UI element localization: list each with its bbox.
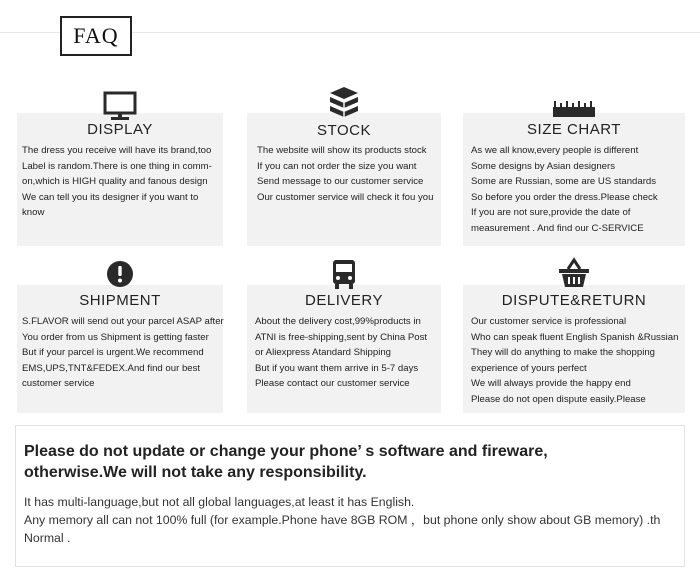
faq-card-display: [17, 113, 223, 246]
card-title: DISPLAY: [87, 121, 153, 138]
card-title: SIZE CHART: [527, 121, 621, 138]
faq-card-size-chart: [463, 113, 685, 246]
notice-box: [15, 425, 685, 567]
card-title: STOCK: [317, 122, 371, 139]
faq-card-dispute-return: [463, 285, 685, 413]
notice-text: It has multi-language,but not all global languages,at least it has English. Any memory all can not 100% full (for example.Phone have 8GB ROM ，but phone only show about GB memory) .th Normal .: [24, 495, 661, 545]
card-body: About the delivery cost,99%products in ATNI is free-shipping,sent by China Post or Aliexpress Atandard Shipping But if you want them arrive in 5-7 days Please contact our customer service: [255, 316, 428, 389]
ruler-icon: [463, 100, 685, 118]
faq-card-delivery: [247, 285, 441, 413]
card-title: SHIPMENT: [79, 292, 161, 309]
card-body: The website will show its products stock If you can not order the size you want Send message to our customer service Our customer service will check it fou you: [257, 145, 434, 203]
card-body: As we all know,every people is different Some designs by Asian designers Some are Russian, some are US standards So before you order the dress.Please check If you are not sure,provide the date of measurement . And find our C-SERVICE: [471, 145, 658, 234]
faq-heading: FAQ: [60, 16, 132, 56]
stacked-boxes-icon: [247, 85, 441, 119]
notice-title: Please do not update or change your phone’ s software and fireware, otherwise.We will not take any responsibility.: [24, 443, 548, 481]
faq-card-stock: [247, 113, 441, 246]
card-title: DISPUTE&RETURN: [501, 292, 647, 309]
exclamation-circle-icon: [17, 259, 223, 289]
faq-card-shipment: [17, 285, 223, 413]
card-title: DELIVERY: [305, 292, 383, 309]
bus-icon: [247, 258, 441, 290]
card-body: S.FLAVOR will send out your parcel ASAP after You order from us Shipment is getting faster But if your parcel is urgent.We recommend EMS,UPS,TNT&FEDEX.And find our best customer service: [22, 316, 224, 389]
card-body: The dress you receive will have its brand,too Label is random.There is one thing in comm- on,which is HIGH quality and fanous design We can tell you its designer if you want to know: [22, 145, 212, 218]
card-body: Our customer service is professional Who can speak fluent English Spanish &Russian They will do anything to make the shopping experience of yours perfect We will always provide the happy end Please do not open dispute easily.Please: [471, 316, 679, 405]
basket-icon: [463, 257, 685, 289]
monitor-icon: [17, 91, 223, 121]
